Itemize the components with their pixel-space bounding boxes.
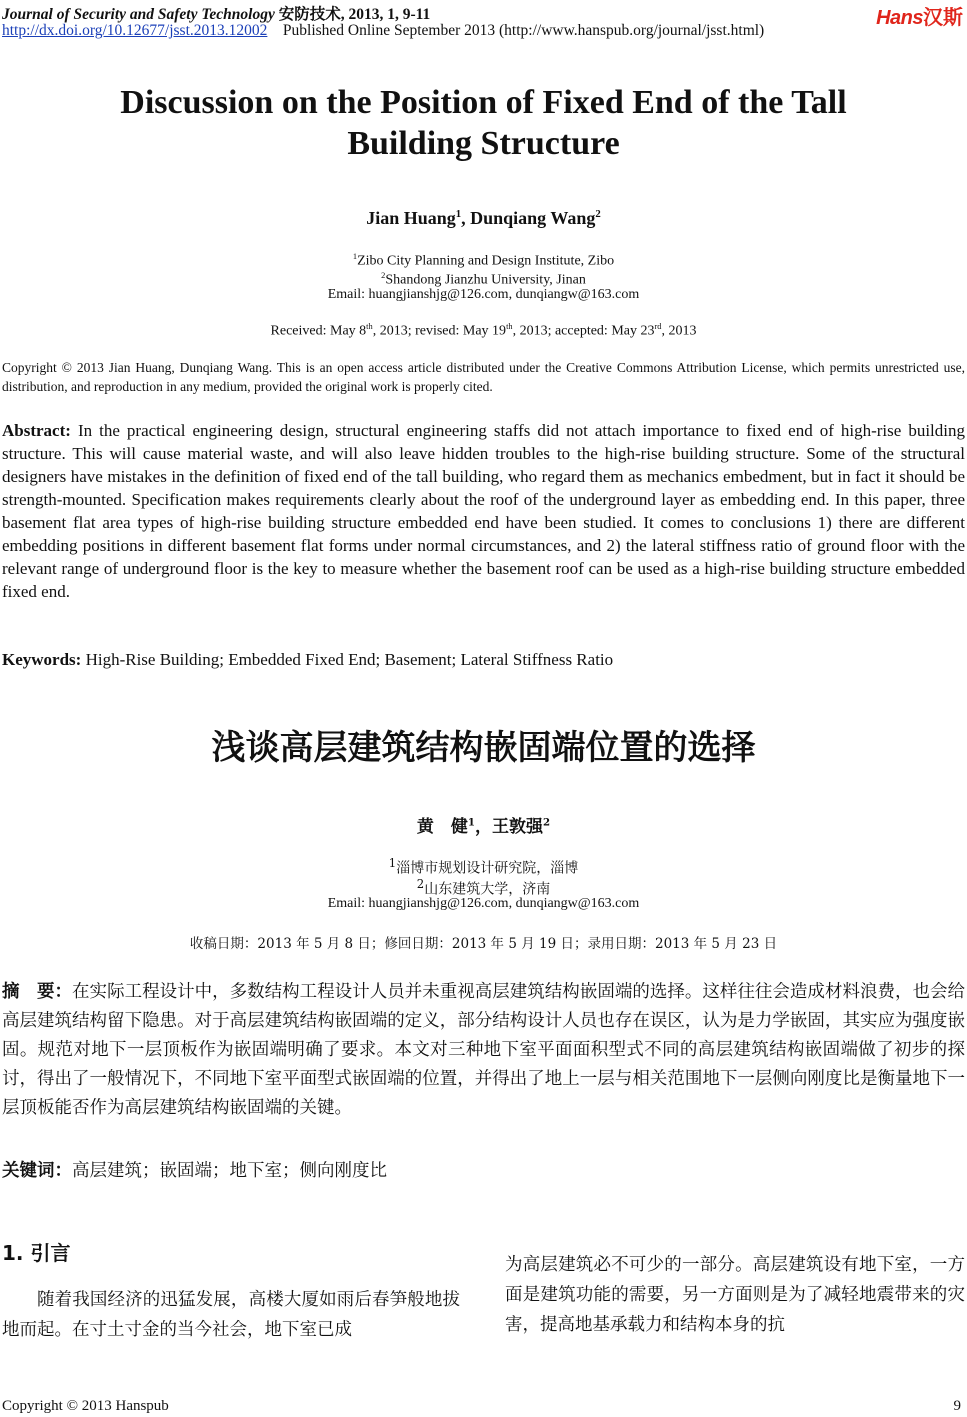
body-column-left: 随着我国经济的迅猛发展，高楼大厦如雨后春笋般地拔地而起。在寸土寸金的当今社会，地下室已成 [2, 1290, 460, 1340]
footer-copyright: Copyright © 2013 Hanspub [2, 1398, 169, 1414]
affiliation-text: Zibo City Planning and Design Institute, Zibo [357, 253, 615, 269]
cn-keywords-text: 高层建筑；嵌固端；地下室；侧向刚度比 [72, 1161, 387, 1181]
cn-abstract [2, 978, 965, 1123]
affiliation-sup: 2 [381, 271, 386, 280]
cn-affiliation-sup: 1 [388, 856, 397, 870]
received-text: Received: May 8 [270, 323, 367, 339]
hanspub-logo [876, 1, 963, 30]
journal-issue: 安防技术, 2013, 1, 9-11 [278, 6, 431, 23]
page-number: 9 [953, 1398, 961, 1414]
cn-abstract-label: 摘 要： [2, 982, 73, 1002]
section-heading-introduction: 1. 引言 [2, 1241, 71, 1265]
cn-paper-title: 浅谈高层建筑结构嵌固端位置的选择 [211, 728, 756, 768]
keywords-label: Keywords: [2, 650, 82, 669]
author-sup: 2 [595, 208, 601, 220]
received-tail: , 2013 [661, 323, 697, 339]
cn-author-sep: ， [475, 817, 492, 837]
cn-author-list [0, 812, 967, 837]
published-online: Published Online September 2013 (http://www.hanspub.org/journal/jsst.html) [282, 22, 765, 39]
cn-affiliation-text: 山东建筑大学，济南 [424, 881, 551, 898]
email-line: Email: huangjianshjg@126.com, dunqiangw@163.com [327, 287, 640, 302]
author-sup: 1 [455, 208, 462, 220]
cn-keywords-label: 关键词： [2, 1161, 72, 1181]
received-sup: th [366, 322, 373, 331]
title-line-1: Discussion on the Position of Fixed End of the Tall [120, 84, 847, 121]
author-name: Dunqiang Wang [470, 208, 596, 228]
keywords-text: High-Rise Building; Embedded Fixed End; Basement; Lateral Stiffness Ratio [85, 650, 614, 669]
author-name: Jian Huang [366, 208, 456, 228]
doi-line [2, 22, 764, 40]
cn-abstract-text: 在实际工程设计中，多数结构工程设计人员并未重视高层建筑结构嵌固端的选择。这样往往会造成材料浪费，也会给高层建筑结构留下隐患。对于高层建筑结构嵌固端的定义，部分结构设计人员也存在误区，认为是力学嵌固，其实应为强度嵌固。规范对地下一层顶板作为嵌固端明确了要求。本文对三种地下室平面面积型式不同的高层建筑结构嵌固端做了初步的探讨，得出了一般情况下，不同地下室平面型式嵌固端的位置，并得出了地上一层与相关范围地下一层侧向刚度比是衡量地下一层顶板能否作为高层建筑结构嵌固端的关键。 [2, 982, 966, 1118]
cn-affiliation-text: 淄博市规划设计研究院，淄博 [396, 860, 579, 877]
keywords [2, 650, 965, 670]
author-list: Jian Huang$^1$, Dunqiang Wang$^2$ [366, 208, 601, 228]
abstract-label: Abstract: [2, 421, 71, 440]
logo-latin: Hans [876, 7, 923, 29]
cn-author-name: 黄 健 [416, 817, 468, 837]
cn-author-sup: 2 [543, 816, 551, 829]
affiliation-sup: 1 [352, 252, 358, 261]
logo-cn: 汉斯 [923, 5, 963, 29]
journal-name: Journal of Security and Safety Technology [2, 6, 275, 23]
received-dates [0, 322, 967, 340]
title-line-2: Building Structure [347, 125, 620, 162]
paper-title [0, 82, 967, 164]
cn-keywords [2, 1157, 965, 1182]
copyright-notice: Copyright © 2013 Jian Huang, Dunqiang Wang. This is an open access article distributed under the Creative Commons Attribution License, which permits unrestricted use, distribution, and reproduction in any medium, provided the original work is properly cited. [2, 360, 965, 394]
accepted-text: , 2013; accepted: May 23 [512, 323, 655, 339]
cn-affiliation-sup: 2 [416, 877, 425, 891]
body-column-right: 为高层建筑必不可少的一部分。高层建筑设有地下室，一方面是建筑功能的需要，另一方面则是为了减轻地震带来的灾害，提高地基承载力和结构本身的抗 [505, 1255, 965, 1335]
accepted-sup: rd [654, 322, 662, 331]
abstract-text: In the practical engineering design, structural engineering staffs did not attach importance to fixed end of high-rise building structure. This will cause material waste, and will also leave hidden troubles to the high-rise building structure. Some of the structural designers have mistakes in the definition of fixed end of the tall building, who regard them as mechanics embedment, but in fact it should be strength-mounted. Specification makes requirements clearly about the roof of the underground layer as embedding end. In this paper, three basement flat area types of high-rise building structure embedded end have been studied. It comes to conclusions 1) there are different embedding positions in different basement flat forms under normal circumstances, and 2) the lateral stiffness ratio of ground floor with the relevant range of underground floor is the key to measure whether the basement roof can be used as a high-rise building structure embedded fixed end. [2, 421, 966, 601]
cn-email-line: Email: huangjianshjg@126.com, dunqiangw@163.com [327, 896, 640, 911]
abstract [2, 419, 965, 603]
revised-sup: th [506, 322, 513, 331]
journal-header [2, 2, 430, 24]
cn-author-name: 王敦强 [492, 817, 543, 837]
doi-link[interactable]: http://dx.doi.org/10.12677/jsst.2013.12002 [2, 22, 268, 39]
affiliation-text: Shandong Jianzhu University, Jinan [385, 272, 586, 288]
revised-text: , 2013; revised: May 19 [372, 323, 507, 339]
cn-author-sup: 1 [467, 816, 475, 829]
cn-received-dates: 收稿日期：2013 年 5 月 8 日；修回日期：2013 年 5 月 19 日；录用日期：2013 年 5 月 23 日 [189, 936, 778, 952]
